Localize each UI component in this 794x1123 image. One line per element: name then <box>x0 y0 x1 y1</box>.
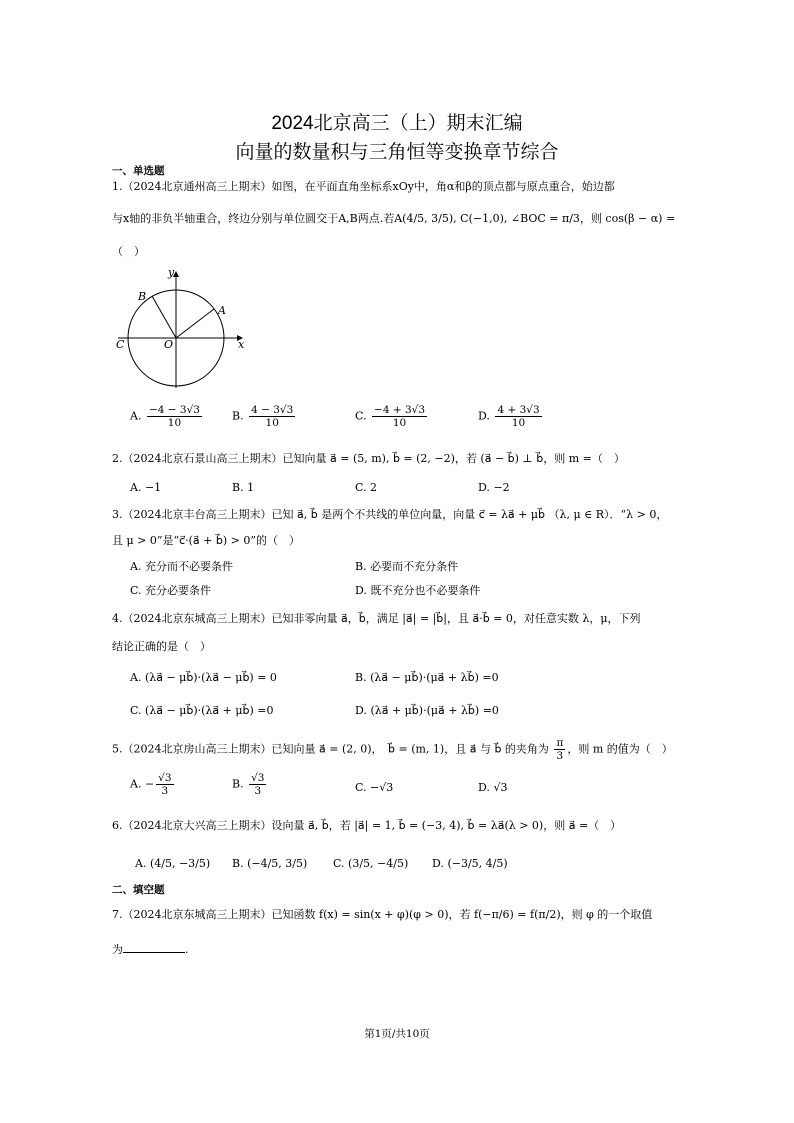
question-1-line1: 1.（2024北京通州高三上期末）如图，在平面直角坐标系xOy中，角α和β的顶点都与原点重合，始边都 <box>112 180 615 193</box>
q6-option-c: C. (3/5, −4/5) <box>333 857 409 870</box>
q3-option-c: C. 充分必要条件 <box>130 584 212 597</box>
q2-option-a: A. −1 <box>130 481 162 494</box>
q3-option-a: A. 充分而不必要条件 <box>130 560 233 573</box>
question-7-line1: 7.（2024北京东城高三上期末）已知函数 f(x) = sin(x + φ)(φ > 0)，若 f(−π/6) = f(π/2)，则 φ 的一个取值 <box>112 908 653 921</box>
question-4-line1: 4.（2024北京东城高三上期末）已知非零向量 a⃗，b⃗，满足 |a⃗| = |b⃗|，且 a⃗·b⃗ = 0，对任意实数 λ，μ，下列 <box>112 612 641 625</box>
section-heading-fill-blank: 二、填空题 <box>112 884 165 896</box>
q5-option-c: C. −√3 <box>355 781 394 794</box>
page-subtitle: 向量的数量积与三角恒等变换章节综合 <box>235 142 559 163</box>
q4-option-d: D. (λa⃗ + μb⃗)·(μa⃗ + λb⃗) =0 <box>355 704 499 717</box>
unit-circle-figure <box>112 268 252 398</box>
q2-option-b: B. 1 <box>232 481 255 494</box>
label-b: B <box>138 290 147 303</box>
q1-option-d: D. $\frac{4 + 3√3}{10}$ <box>478 404 540 429</box>
q6-option-d: D. (−3/5, 4/5) <box>432 857 508 870</box>
question-6: 6.（2024北京大兴高三上期末）设向量 a⃗, b⃗，若 |a⃗| = 1, b⃗ = (−3, 4), b⃗ = λa⃗(λ > 0)，则 a⃗ =（ ） <box>112 819 622 832</box>
question-7-line2: 为 . <box>112 943 189 956</box>
question-5: 5.（2024北京房山高三上期末）已知向量 a⃗ = (2, 0)， b⃗ = (m, 1)，且 a⃗ 与 b⃗ 的夹角为 $\frac{\pi}{3}$ ，则 m 的值为（ ） <box>112 737 673 762</box>
q2-option-c: C. 2 <box>355 481 378 494</box>
q1-option-b: B. $\frac{4 - 3√3}{10}$ <box>232 404 294 429</box>
q2-option-d: D. −2 <box>478 481 510 494</box>
ray-ob <box>152 296 176 338</box>
question-1-line2: 与x轴的非负半轴重合，终边分别与单位圆交于A,B两点.若A(4/5, 3/5), C(−1,0), ∠BOC = π/3，则 cos(β − α) = <box>112 212 676 225</box>
label-y: y <box>168 268 175 279</box>
question-2: 2.（2024北京石景山高三上期末）已知向量 a⃗ = (5, m), b⃗ = (2, −2)，若 (a⃗ − b⃗) ⊥ b⃗，则 m =（ ） <box>112 452 625 465</box>
question-4-line2: 结论正确的是（ ） <box>112 640 211 653</box>
q1-option-c: C. $\frac{-4 + 3√3}{10}$ <box>355 404 426 429</box>
page-number: 第1页/共10页 <box>364 1028 430 1040</box>
ray-oa <box>176 309 214 338</box>
label-c: C <box>116 338 125 351</box>
q5-option-a: A. − $\frac{√3}{3}$ <box>130 772 172 797</box>
question-1-paren: （ ） <box>112 245 145 258</box>
q5-option-b: B. $\frac{√3}{3}$ <box>232 772 265 797</box>
q6-option-b: B. (−4/5, 3/5) <box>232 857 308 870</box>
page-title: 2024北京高三（上）期末汇编 <box>271 113 523 134</box>
question-3-line2: 且 μ > 0”是“c⃗·(a⃗ + b⃗) > 0”的（ ） <box>112 534 300 547</box>
label-x: x <box>238 338 245 351</box>
section-heading-single-choice: 一、单选题 <box>112 165 165 177</box>
label-o: O <box>164 338 174 351</box>
q4-option-c: C. (λa⃗ − μb⃗)·(λa⃗ + μb⃗) =0 <box>130 704 274 717</box>
q1-option-a: A. $\frac{-4 - 3√3}{10}$ <box>130 404 200 429</box>
q6-option-a: A. (4/5, −3/5) <box>135 857 211 870</box>
q5-option-d: D. √3 <box>478 781 508 794</box>
q4-option-b: B. (λa⃗ − μb⃗)·(μa⃗ + λb⃗) =0 <box>355 671 499 684</box>
answer-blank[interactable] <box>123 942 185 953</box>
q3-option-b: B. 必要而不充分条件 <box>355 560 459 573</box>
q3-option-d: D. 既不充分也不必要条件 <box>355 584 481 597</box>
label-a: A <box>218 304 226 317</box>
q4-option-a: A. (λa⃗ − μb⃗)·(λa⃗ − μb⃗) = 0 <box>130 671 277 684</box>
question-3-line1: 3.（2024北京丰台高三上期末）已知 a⃗, b⃗ 是两个不共线的单位向量，向量 c⃗ = λa⃗ + μb⃗ （λ, μ ∈ R）．“λ > 0， <box>112 508 668 521</box>
